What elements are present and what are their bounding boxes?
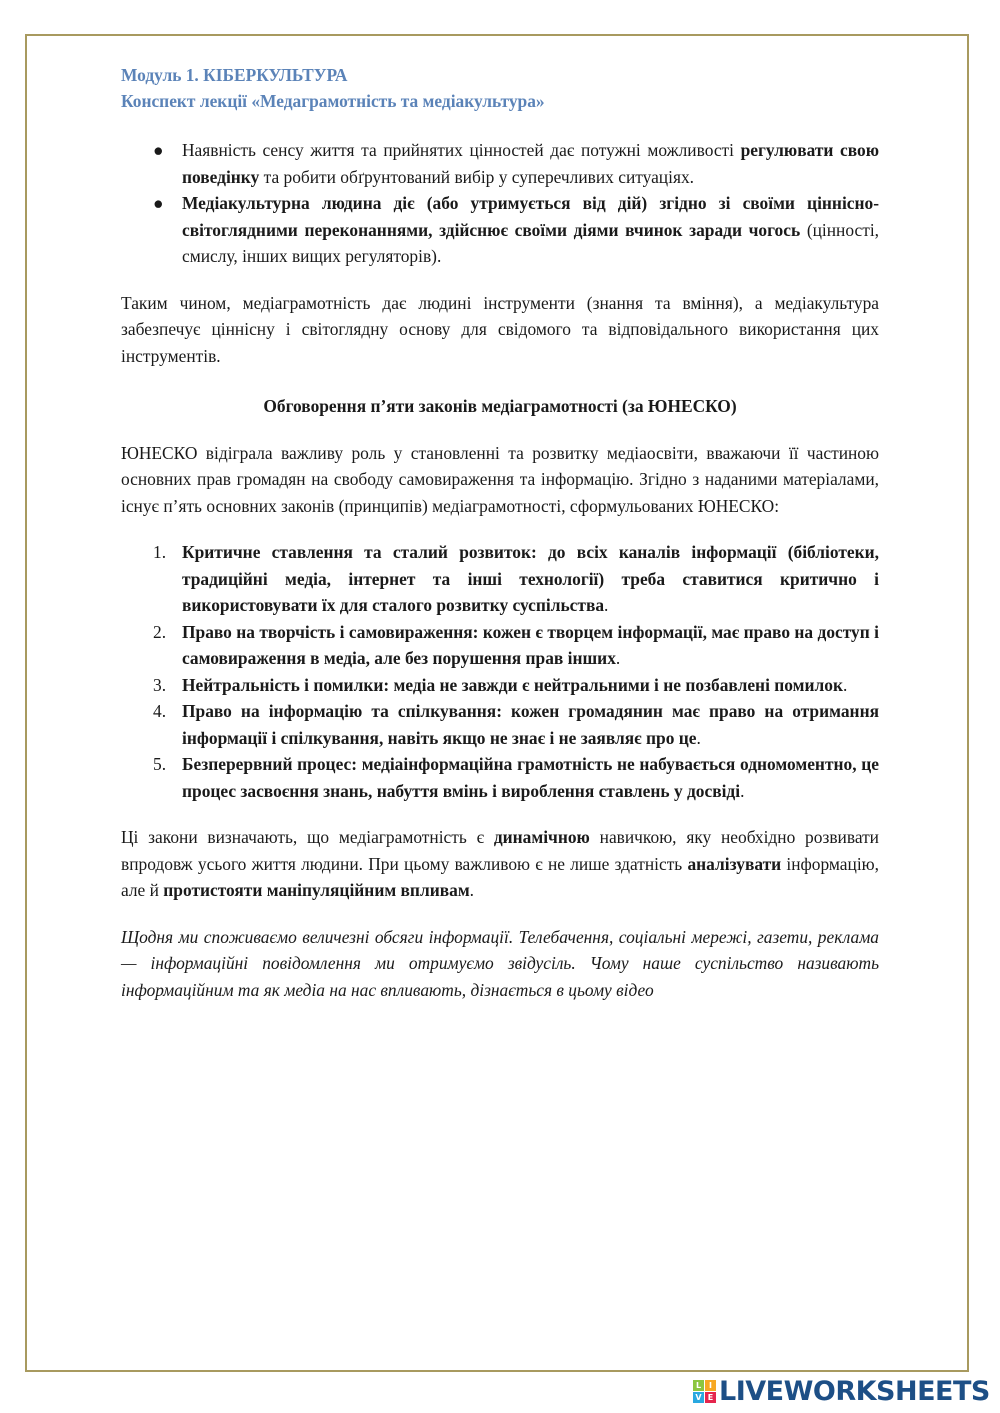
text: інформацію, але й bbox=[121, 853, 879, 900]
bullet-icon: ● bbox=[153, 193, 164, 213]
law-item bbox=[121, 751, 879, 804]
bullet-item bbox=[121, 190, 879, 270]
bullet-list bbox=[121, 137, 879, 270]
text: навичкою, яку необхідно розвивати впродовж усього життя людини. При цьому важливою є не лише здатність bbox=[121, 827, 879, 874]
list-number: 5. bbox=[153, 754, 167, 774]
tile: L bbox=[693, 1380, 704, 1391]
text: . bbox=[469, 880, 475, 900]
punct: . bbox=[604, 595, 609, 615]
bold-text: протистояти маніпуляційним впливам bbox=[163, 880, 470, 900]
text: Ці закони визначають, що медіаграмотність є bbox=[121, 827, 494, 847]
law-text: Право на творчість і самовираження: кожен є творцем інформації, має право на доступ і самовираження в медіа, але без порушення прав інших bbox=[182, 621, 879, 668]
text: Наявність сенсу життя та прийнятих цінностей дає потужні можливості bbox=[182, 140, 741, 160]
live-tiles-icon bbox=[693, 1380, 716, 1403]
list-number: 2. bbox=[153, 621, 167, 642]
liveworksheets-logo bbox=[693, 1376, 990, 1407]
punct: . bbox=[740, 780, 745, 801]
punct: . bbox=[696, 727, 701, 748]
law-text: Право на інформацію та спілкування: кожен громадянин має право на отримання інформації і спілкування, навіть якщо не знає і не заявляє про це bbox=[182, 701, 879, 748]
bold-text: динамічною bbox=[493, 827, 590, 847]
text: (цінності, смислу, інших вищих регуляторів). bbox=[182, 219, 879, 266]
law-item bbox=[121, 672, 879, 699]
video-intro-paragraph: Щодня ми споживаємо величезні обсяги інформації. Телебачення, соціальні мережі, газети, реклама — інформаційні повідомлення ми отримуємо звідусіль. Чому наше суспільство називають інформаційним та як медіа на нас впливають, дізнається в цьому відео bbox=[121, 926, 879, 1000]
bullet-item bbox=[121, 137, 879, 190]
section-heading: Обговорення п’яти законів медіаграмотності (за ЮНЕСКО) bbox=[263, 396, 737, 416]
list-number: 1. bbox=[153, 542, 167, 562]
lecture-subtitle: Конспект лекції «Медаграмотність та медіакультура» bbox=[121, 91, 545, 111]
law-text: Критичне ставлення та сталий розвиток: до всіх каналів інформації (бібліотеки, традиційні медіа, інтернет та інші технології) треба ставитися критично і використовувати їх для сталого розвитку суспільства bbox=[182, 542, 879, 615]
tile: V bbox=[693, 1392, 704, 1403]
summary-paragraph: Таким чином, медіаграмотність дає людині інструменти (знання та вміння), а медіакультура забезпечує ціннісну і світоглядну основу для свідомого та відповідального використання цих інструментів. bbox=[121, 292, 879, 366]
conclusion-paragraph bbox=[121, 824, 879, 904]
laws-list bbox=[121, 539, 879, 804]
logo-text: LIVEWORKSHEETS bbox=[719, 1376, 990, 1407]
law-item bbox=[121, 539, 879, 619]
list-number: 4. bbox=[153, 701, 167, 721]
text: та робити обґрунтований вибір у суперечливих ситуаціях. bbox=[259, 166, 694, 187]
module-title: Модуль 1. КІБЕРКУЛЬТУРА bbox=[121, 65, 348, 85]
law-item bbox=[121, 698, 879, 751]
document-body bbox=[121, 62, 879, 1003]
punct: . bbox=[615, 648, 621, 668]
bold-text: аналізувати bbox=[687, 853, 782, 874]
law-text: Нейтральність і помилки: медіа не завжди є нейтральними і не позбавлені помилок bbox=[182, 674, 843, 695]
list-number: 3. bbox=[153, 674, 167, 695]
tile: E bbox=[705, 1392, 716, 1403]
bold-text: Медіакультурна людина діє (або утримується від дій) згідно зі своїми ціннісно-світоглядними переконаннями, здійснює своїми діями вчинок заради чогось bbox=[182, 193, 879, 240]
punct: . bbox=[842, 674, 848, 695]
law-text: Безперервний процес: медіаінформаційна грамотність не набувається одномоментно, це процес засвоєння знань, набуття вмінь і вироблення ставлень у досвіді bbox=[182, 754, 879, 801]
bold-text: регулювати свою поведінку bbox=[182, 140, 879, 187]
unesco-paragraph: ЮНЕСКО відіграла важливу роль у становленні та розвитку медіаосвіти, вважаючи її частиною основних прав громадян на свободу самовираження та інформацію. Згідно з наданими матеріалами, існує п’ять основних законів (принципів) медіаграмотності, сформульованих ЮНЕСКО: bbox=[121, 442, 879, 516]
tile: I bbox=[705, 1380, 716, 1391]
bullet-icon: ● bbox=[153, 140, 164, 160]
law-item bbox=[121, 619, 879, 672]
